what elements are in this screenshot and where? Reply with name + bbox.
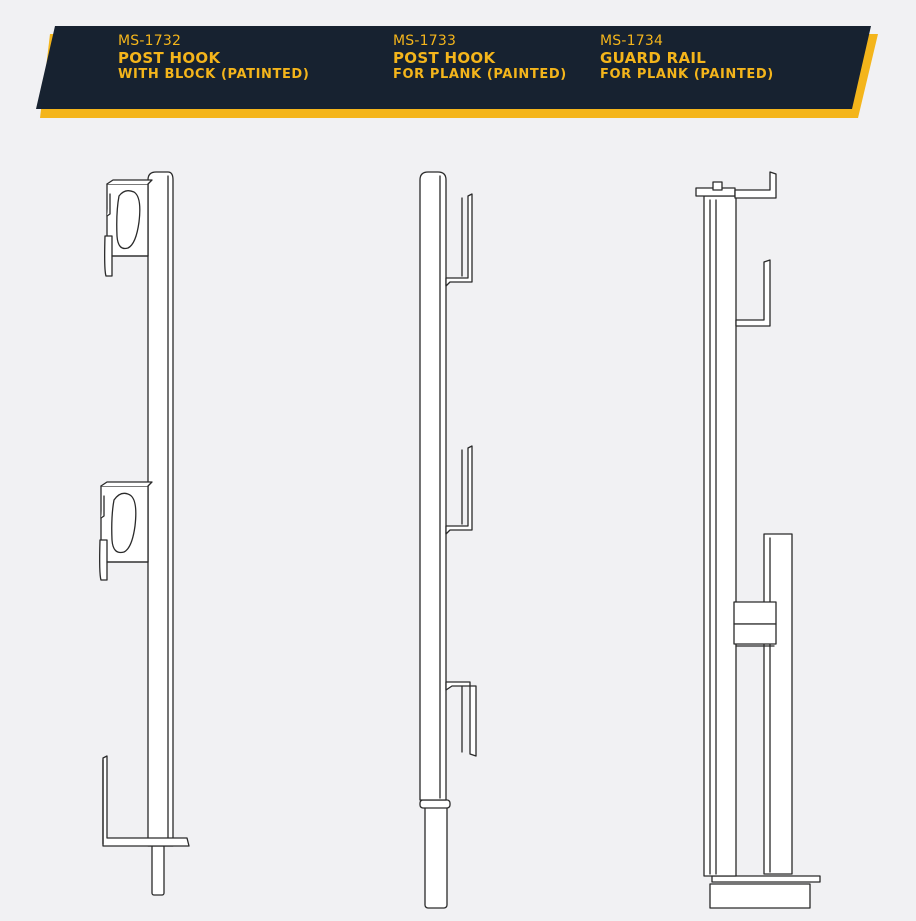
bottom-pin: [152, 845, 164, 895]
base-plate: [710, 884, 810, 908]
product-name: GUARD RAIL: [600, 49, 707, 67]
short-post: [764, 534, 792, 874]
collar-ring: [420, 800, 450, 808]
top-block: [105, 180, 152, 276]
lower-hook: [446, 682, 476, 756]
product-name: POST HOOK: [393, 49, 496, 67]
bottom-pin: [425, 805, 447, 908]
upper-hook: [736, 260, 770, 326]
product-name: POST HOOK: [118, 49, 221, 67]
main-tube: [420, 172, 446, 800]
post-hook-for-plank-drawing: [420, 172, 476, 908]
product-code: MS-1732: [118, 33, 182, 49]
bottom-j-hook: [103, 756, 189, 846]
guard-rail-drawing: [696, 172, 820, 908]
upper-hook-1: [446, 194, 472, 286]
product-subtitle: FOR PLANK (PAINTED): [393, 67, 567, 82]
product-subtitle: FOR PLANK (PAINTED): [600, 67, 774, 82]
product-code: MS-1733: [393, 33, 457, 49]
product-code: MS-1734: [600, 33, 664, 49]
middle-block: [100, 482, 152, 580]
upper-hook-2: [446, 446, 472, 534]
base-foot: [712, 876, 820, 882]
post-hook-with-block-drawing: [100, 172, 189, 895]
product-subtitle: WITH BLOCK (PATINTED): [118, 67, 310, 82]
clamp-band-lower: [734, 624, 776, 644]
clamp-band-upper: [734, 602, 776, 624]
main-post: [148, 172, 173, 846]
long-post: [704, 196, 736, 876]
top-hook: [735, 172, 776, 198]
top-knob: [713, 182, 722, 190]
